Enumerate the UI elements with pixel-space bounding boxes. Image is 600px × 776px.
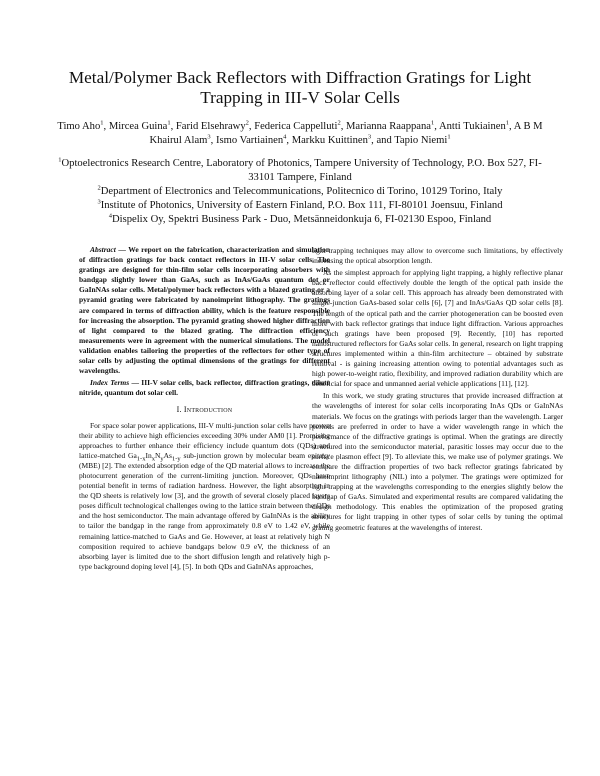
index-terms: Index Terms — III-V solar cells, back reflector, diffraction gratings, dilute nitride, quantum dot solar cell.	[79, 378, 330, 398]
formula-sub: 1-y	[171, 455, 181, 463]
affiliation-marker: 2	[97, 184, 101, 192]
author-affiliation-marker: 2	[337, 119, 341, 127]
author-affiliation-marker: 3	[367, 133, 372, 141]
intro-paragraph-3: In this work, we study grating structures that provide increased diffraction at the wavelengths of interest for solar cells incorporating InAs QDs or GaInNAs materials. We focus on the gratings with periods larger than the wavelength. Larger periods are preferred in order to have a wider wavelength range in which the performance of the diffractive gratings is optimal. When the gratings are directly structured into the semiconductor material, parasitic losses may occur due to the surface plasmon effect [9]. To alleviate this, we make use of polymer gratings. We compare the diffraction properties of two back reflector gratings fabricated by nanoimprint lithography (NIL) into a polymer. The gratings were optimized for light trapping at the wavelengths corresponding to the energies slightly below the bandgap of GaAs. Simulated and experimental results are compared validating the design methodology. This enables the optimization of the proposed grating structures for light trapping in other types of solar cells by tuning the optimal grating geometric features at the wavelengths of interest.	[312, 391, 563, 532]
affiliation-text: Dispelix Oy, Spektri Business Park - Duo, Metsänneidonkuja 6, FI-02130 Espoo, Finland	[112, 214, 492, 225]
author-affiliation-marker: 2	[245, 119, 249, 127]
author-name: Mircea Guina	[108, 121, 168, 132]
abstract-text: We report on the fabrication, characterization and simulation of diffraction gratings for back contact reflectors in III-V solar cells. The gratings are designed for thin-film solar cells incorporating absorbers with bandgap slightly lower than GaAs, such as InAs/GaAs quantum dot or GaInNAs solar cells. Metal/polymer back reflectors with a blazed grating or a pyramid grating were fabricated by nanoimprint lithography. The gratings are compared in terms of diffraction ability, which is the feature responsible for increasing the absorption. The pyramid grating showed higher diffraction of light compared to the blazed grating. The diffraction efficiency measurements were in agreement with the numerical simulations. The model validation enables tailoring the properties of the reflectors for other type of solar cells by adjusting the optimal dimensions of the gratings for different wavelengths.	[79, 245, 331, 376]
formula-sub: x	[151, 455, 155, 463]
intro-text-c: N	[154, 450, 161, 460]
affiliation-marker: 3	[97, 198, 101, 206]
paper-title: Metal/Polymer Back Reflectors with Diffraction Gratings for Light Trapping in III-V Solar Cells	[68, 68, 532, 107]
formula-sub: y	[160, 455, 164, 463]
affiliation-text: Optoelectronics Research Centre, Laboratory of Photonics, Tampere University of Technology, P.O. Box 527, FI-33101 Tampere, Finland	[61, 158, 542, 183]
intro-text-d: As	[163, 450, 172, 460]
author-name: Ismo Vartiainen	[215, 135, 284, 146]
affiliation-list	[54, 157, 546, 227]
left-column	[79, 245, 330, 572]
author-name: Marianna Raappana	[345, 121, 431, 132]
intro-text-b: In	[145, 450, 152, 460]
affiliation-marker: 4	[108, 212, 113, 220]
affiliation	[54, 199, 546, 213]
affiliation	[54, 213, 546, 227]
intro-paragraph-2: As the simplest approach for applying light trapping, a highly reflective planar back reflector could effectively double the length of the optical path inside the absorbing layer of a solar cell. This approach has already been demonstrated with single-junction GaAs-based solar cells [6], [7] and InAs/GaAs QD solar cells [8]. The length of the optical path and the carrier photogeneration can be boosted even more with back reflector gratings that induce light diffraction. Various approaches of such gratings have been proposed [9]. Recently, [10] has reported nanostructured reflectors for GaAs solar cells. In general, research on light trapping structures implemented within a thin-film architecture – obtained by substrate removal - is gaining increasing attention owing to potential advantages such as high power-to-weight ratio, flexibility, and improved radiation durability which are beneficial for space and unmanned aerial vehicle applications [11], [12].	[312, 268, 563, 389]
affiliation-text: Institute of Photonics, University of Eastern Finland, P.O. Box 111, FI-80101 Joensuu, Finland	[100, 200, 503, 211]
author-affiliation-marker: 1	[505, 119, 510, 127]
author-name: A B M Khairul Alam	[149, 121, 543, 146]
index-terms-label: Index Terms	[90, 378, 130, 388]
author-affiliation-marker: 3	[207, 133, 211, 141]
author-affiliation-marker: 1	[447, 133, 451, 141]
affiliation	[54, 185, 546, 199]
author-affiliation-marker: 1	[167, 119, 171, 127]
right-column	[312, 246, 563, 533]
intro-paragraph-1-continued: light trapping techniques may allow to overcome such limitations, by effectively increasing the optical absorption length.	[312, 246, 563, 266]
affiliation-text: Department of Electronics and Telecommunications, Politecnico di Torino, 10129 Torino, Italy	[100, 186, 503, 197]
author-name: and Tapio Niemi	[376, 135, 448, 146]
abstract-label: Abstract	[90, 245, 116, 254]
author-name: Markku Kuittinen	[291, 135, 368, 146]
author-list: Timo Aho$^1$, Mircea Guina$^1$, Farid Elsehrawy$^2$, Federica Cappelluti$^2$, Marianna Raappana$^1$, Antti Tukiainen$^1$, A B M Khairul Alam$^3$, Ismo Vartiainen$^4$, Markku Kuittinen$^3$, and Tapio Niemi$^1$	[57, 119, 543, 146]
author-name: Antti Tukiainen	[438, 121, 506, 132]
index-terms-text: III-V solar cells, back reflector, diffraction gratings, dilute nitride, quantum dot solar cell.	[79, 378, 330, 398]
section-heading-introduction: I. Introduction	[176, 405, 233, 415]
author-affiliation-marker: 4	[283, 133, 287, 141]
author-name: Federica Cappelluti	[254, 121, 338, 132]
author-affiliation-marker: 1	[431, 119, 435, 127]
intro-text-a: For space solar power applications, III-V multi-junction solar cells have proven their ability to achieve high efficiencies exceeding 30% under AM0 [1]. Promising approaches to further enhance their efficiency include quantum dots (QDs) and lattice-matched Ga	[79, 420, 330, 460]
affiliation-marker: 1	[58, 156, 62, 164]
affiliation	[54, 157, 546, 185]
formula-sub: 1-x	[136, 455, 146, 463]
author-name: Farid Elsehrawy	[175, 121, 246, 132]
author-affiliation-marker: 1	[100, 119, 104, 127]
author-name: Timo Aho	[57, 121, 101, 132]
intro-paragraph-1	[79, 421, 330, 572]
intro-text-e: sub-junction grown by molecular beam epitaxy (MBE) [2]. The extended absorption edge of the QD material allows to increase the photocurrent generation of the current-limiting junction. Moreover, QDs have potential benefit in terms of radiation hardness. However, the light absorption in the QD sheets is relatively low [3], and the growth of several closely placed layers poses difficult technological challenges owing to the lattice strain between the QDs and the host semiconductor. The main advantage offered by GaInNAs is the ability to tailor the bandgap in the range from approximately 0.8 eV to 1.42 eV, while remaining lattice-matched to GaAs and Ge. However, at least at relatively high N composition required to achieve bandgaps below 0.9 eV, the thickness of an absorbing layer is limited due to the short diffusion length and relatively high p-type background doping level [4], [5]. In both QDs and GaInNAs approaches,	[79, 450, 331, 571]
abstract: Abstract — We report on the fabrication, characterization and simulation of diffraction gratings for back contact reflectors in III-V solar cells. The gratings are designed for thin-film solar cells incorporating absorbers with bandgap slightly lower than GaAs, such as InAs/GaAs quantum dot or GaInNAs solar cells. Metal/polymer back reflectors with a blazed grating or a pyramid grating were fabricated by nanoimprint lithography. The gratings are compared in terms of diffraction ability, which is the feature responsible for increasing the absorption. The pyramid grating showed higher diffraction of light compared to the blazed grating. The diffraction efficiency measurements were in agreement with the numerical simulations. The model validation enables tailoring the properties of the reflectors for other type of solar cells by adjusting the optimal dimensions of the gratings for different wavelengths.	[79, 245, 331, 376]
